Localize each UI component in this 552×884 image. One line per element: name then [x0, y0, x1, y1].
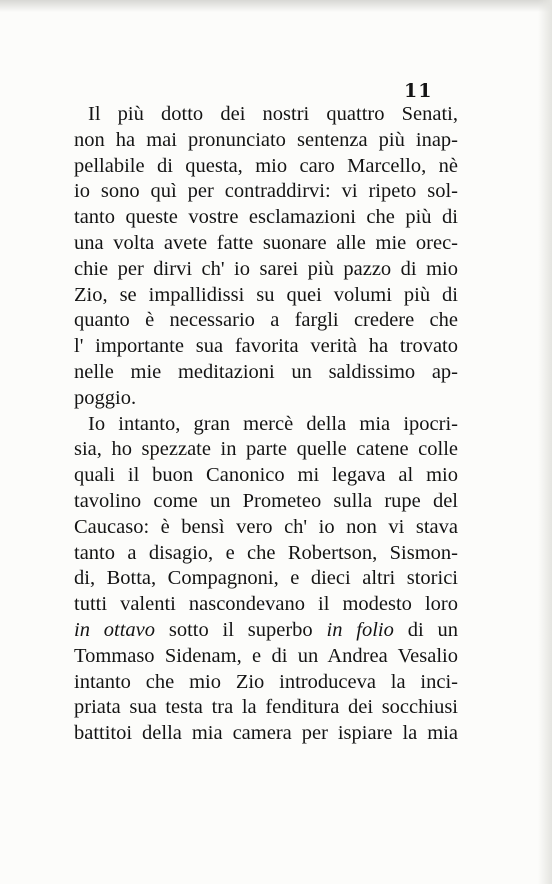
text-fragment: sotto il superbo — [155, 618, 327, 641]
text-line: chie per dirvi ch' io sarei più pazzo di mio — [74, 257, 458, 280]
text-line: sia, ho spezzate in parte quelle catene colle — [74, 438, 458, 461]
text-line: nelle mie meditazioni un saldissimo ap- — [74, 360, 458, 383]
page-right-edge-shadow — [538, 0, 552, 884]
text-line: io sono quì per contraddirvi: vi ripeto sol- — [74, 180, 458, 203]
text-line: poggio. — [74, 386, 137, 409]
text-line: una volta avete fatte suonare alle mie orec- — [74, 231, 458, 254]
text-line: tavolino come un Prometeo sulla rupe del — [74, 489, 458, 512]
text-line: Il più dotto dei nostri quattro Senati, — [88, 103, 458, 125]
text-line: priata sua testa tra la fenditura dei socchiusi — [74, 696, 458, 719]
page-number: 11 — [404, 80, 433, 102]
paragraph-2 — [74, 412, 458, 747]
text-fragment: di un — [393, 618, 458, 641]
text-line: tutti valenti nascondevano il modesto loro — [74, 593, 458, 616]
text-line: Zio, se impallidissi su quei volumi più di — [74, 283, 458, 306]
page-top-edge-shadow — [0, 0, 552, 12]
italic-phrase: in ottavo — [74, 618, 156, 641]
text-line: intanto che mio Zio introduceva la inci- — [74, 670, 458, 693]
text-line: Caucaso: è bensì vero ch' io non vi stava — [74, 515, 458, 538]
text-line: di, Botta, Compagnoni, e dieci altri storici — [74, 567, 458, 590]
text-line: l' importante sua favorita verità ha trovato — [74, 335, 458, 358]
text-line: Tommaso Sidenam, e di un Andrea Vesalio — [74, 644, 458, 667]
text-line: pellabile di questa, mio caro Marcello, nè — [74, 154, 458, 177]
text-line: Io intanto, gran mercè della mia ipocri- — [88, 412, 458, 435]
text-line-with-italics — [74, 618, 458, 644]
text-line: quanto è necessario a fargli credere che — [74, 309, 458, 332]
text-line: tanto queste vostre esclamazioni che più di — [74, 206, 458, 229]
text-line: battitoi della mia camera per ispiare la mia — [74, 722, 458, 745]
body-text — [74, 102, 458, 747]
paragraph-1 — [74, 102, 458, 412]
text-line: quali il buon Canonico mi legava al mio — [74, 464, 458, 487]
text-line: non ha mai pronunciato sentenza più inap- — [74, 128, 458, 151]
text-line: tanto a disagio, e che Robertson, Sismon- — [74, 541, 458, 564]
italic-phrase: in folio — [326, 618, 394, 641]
